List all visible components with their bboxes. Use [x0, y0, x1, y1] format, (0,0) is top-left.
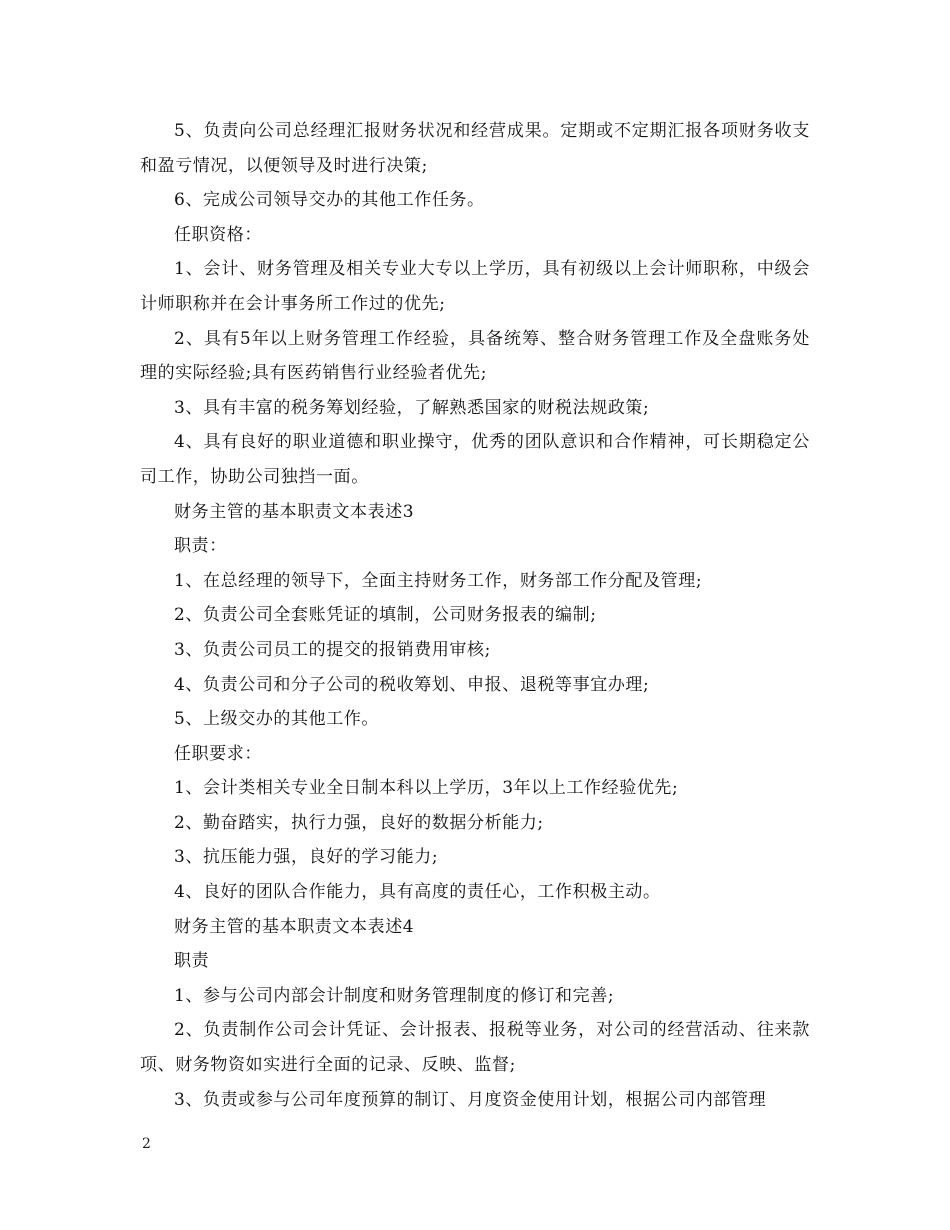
section-heading: 财务主管的基本职责文本表述3: [174, 501, 415, 522]
paragraph: 5、上级交办的其他工作。: [174, 709, 380, 730]
section-label: 职责：: [174, 536, 227, 557]
paragraph: 4、负责公司和分子公司的税收筹划、申报、退税等事宜办理;: [174, 674, 650, 695]
section-label: 任职资格：: [174, 224, 262, 245]
paragraph: 1、在总经理的领导下，全面主持财务工作，财务部工作分配及管理;: [174, 570, 703, 591]
paragraph: 4、良好的团队合作能力，具有高度的责任心，工作积极主动。: [174, 882, 661, 903]
paragraph: 2、具有5年以上财务管理工作经验，具备统筹、整合财务管理工作及全盘账务处理的实际经验;具有医药销售行业经验者优先;: [140, 328, 810, 384]
paragraph: 3、具有丰富的税务筹划经验，了解熟悉国家的财税法规政策;: [174, 397, 650, 418]
paragraph: 1、会计、财务管理及相关专业大专以上学历，具有初级以上会计师职称，中级会计师职称并在会计事务所工作过的优先;: [140, 259, 810, 314]
document-body: [140, 114, 810, 1117]
section-label: 职责: [174, 951, 210, 972]
paragraph: 5、负责向公司总经理汇报财务状况和经营成果。定期或不定期汇报各项财务收支和盈亏情况，以便领导及时进行决策;: [140, 121, 810, 176]
page-number: 2: [142, 1136, 151, 1152]
section-label: 任职要求：: [174, 743, 262, 764]
paragraph: 3、抗压能力强，良好的学习能力;: [174, 847, 439, 868]
paragraph: 3、负责公司员工的提交的报销费用审核;: [174, 639, 491, 660]
paragraph: 6、完成公司领导交办的其他工作任务。: [174, 190, 485, 211]
paragraph: 2、勤奋踏实，执行力强，良好的数据分析能力;: [174, 812, 544, 833]
paragraph: 4、具有良好的职业道德和职业操守，优秀的团队意识和合作精神，可长期稳定公司工作，协助公司独挡一面。: [140, 432, 810, 487]
paragraph: 1、参与公司内部会计制度和财务管理制度的修订和完善;: [174, 985, 615, 1006]
paragraph: 2、负责公司全套账凭证的填制，公司财务报表的编制;: [174, 605, 597, 626]
paragraph: 2、负责制作公司会计凭证、会计报表、报税等业务，对公司的经营活动、往来款项、财务物资如实进行全面的记录、反映、监督;: [140, 1020, 810, 1076]
section-heading: 财务主管的基本职责文本表述4: [174, 916, 415, 937]
paragraph: 1、会计类相关专业全日制本科以上学历，3年以上工作经验优先;: [174, 778, 679, 799]
paragraph: 3、负责或参与公司年度预算的制订、月度资金使用计划，根据公司内部管理: [174, 1089, 767, 1110]
